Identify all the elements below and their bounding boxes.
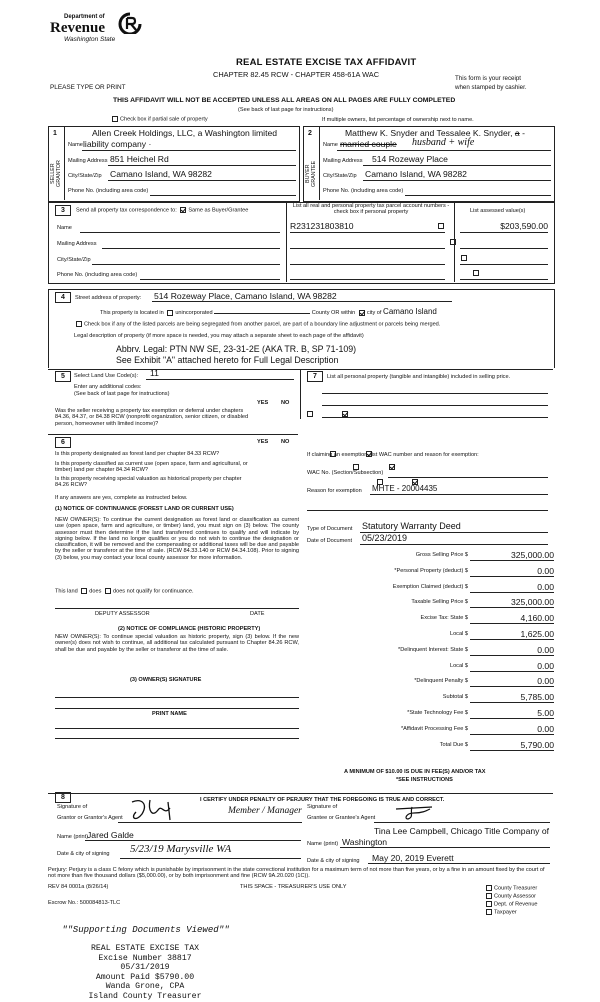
owner-signature: (3) OWNER(S) SIGNATURE	[130, 677, 202, 683]
tax-row-value: 325,000.00	[510, 597, 554, 608]
sec6-if-yes: If any answers are yes, complete as instructed below.	[55, 495, 188, 501]
grantee-date: May 20, 2019 Everett	[372, 853, 454, 863]
tax-row-value: 0.00	[537, 723, 554, 734]
tax-row-value: 0.00	[537, 660, 554, 671]
tax-row-value: 5,790.00	[520, 739, 554, 750]
sec5-q1: Was the seller receiving a property tax exemption or deferral under chapters 84.36, 84.37, or 84.38 RCW (nonprofit organization, senior citizen, or disabled person, homeowner with limited income)?	[55, 408, 249, 427]
tax-row-label: Local $	[449, 631, 468, 637]
seller-city: Camano Island, WA 98282	[110, 169, 212, 179]
street-label: Street address of property:	[75, 295, 142, 301]
form-title: REAL ESTATE EXCISE TAX AFFIDAVIT	[236, 57, 417, 68]
sec6-no: NO	[281, 439, 290, 445]
grantee-agent-label: Grantee or Grantee's Agent	[307, 815, 376, 821]
send-tax-corr	[76, 207, 248, 213]
sec6-q3: Is this property receiving special valuation as historical property per chapter 84.26 RCW?	[55, 476, 242, 489]
tax-row-value: 325,000.00	[510, 550, 554, 560]
buyer-phone-label: Phone No. (including area code)	[323, 188, 404, 194]
seller-phone-label: Phone No. (including area code)	[68, 188, 149, 194]
tax-row-label: Subtotal $	[442, 694, 468, 701]
perjury-note: Perjury: Perjury is a class C felony which is punishable by imprisonment in the state correctional institution for a maximum term of not more than five years, or by a fine in an amount fixed by the court of not more than five thousand dollars ($5,000.00), or by both imprisonment and fine (RCW 9A.20.020 (1C)).	[48, 867, 545, 880]
copy-list	[484, 885, 538, 917]
escrow-no: Escrow No.: 500084813-TLC	[48, 900, 121, 906]
copy-checkbox-2[interactable]	[486, 893, 492, 899]
tax-row-label: Gross Selling Price $	[415, 552, 468, 558]
sec3-phone-label: Phone No. (including area code)	[57, 272, 138, 278]
doc-type-label: Type of Document	[307, 526, 353, 532]
sec3-mailing-label: Mailing Address	[57, 241, 97, 247]
tax-row-value: 5.00	[537, 708, 554, 718]
section-5-num: 5	[55, 371, 71, 382]
doc-type: Statutory Warranty Deed	[362, 521, 461, 531]
parcel-number: R231231803810	[290, 221, 354, 231]
minimum-due: A MINIMUM OF $10.00 IS DUE IN FEE(S) AND/OR TAX	[344, 769, 486, 775]
tax-row-label: *Delinquent Interest: State $	[398, 646, 468, 653]
section-7-num: 7	[307, 371, 323, 382]
seller-vert-label: SELLER GRANTOR	[50, 160, 62, 188]
buyer-name-label: Name	[323, 142, 338, 148]
buyer-num: 2	[308, 130, 312, 137]
buyer-name-line1: Matthew K. Snyder and Tessalee K. Snyder, a -	[345, 128, 525, 138]
same-as-buyer-label: Same as Buyer/Grantee	[188, 207, 249, 214]
personal-prop-note: List all personal property (tangible and intangible) included in selling price.	[327, 374, 511, 380]
buyer-city-label: City/State/Zip	[323, 173, 357, 179]
land-use-code: 11	[150, 368, 159, 378]
tax-row-label: Total Due $	[439, 741, 468, 748]
doc-date: 05/23/2019	[362, 533, 408, 543]
unincorporated-checkbox[interactable]	[167, 310, 173, 316]
street-address: 514 Rozeway Place, Camano Island, WA 98282	[154, 291, 337, 301]
assessed-value: $203,590.00	[500, 221, 548, 231]
deputy-assessor: DEPUTY ASSESSOR	[95, 611, 150, 617]
notice2-title: (2) NOTICE OF COMPLIANCE (HISTORIC PROPERTY)	[118, 626, 261, 632]
notice1-title: (1) NOTICE OF CONTINUANCE (FOREST LAND OR CURRENT USE)	[55, 506, 234, 512]
segregated-checkbox[interactable]	[76, 321, 82, 327]
partial-sale	[110, 116, 208, 122]
personal-prop-checkbox-3[interactable]	[461, 255, 467, 261]
treasurer-use: THIS SPACE - TREASURER'S USE ONLY	[240, 884, 347, 890]
legal-desc-label: Legal description of property (if more space is needed, you may attach a separate sheet to each page of the affidavit)	[74, 333, 364, 339]
grantor-name: Jared Galde	[87, 830, 134, 840]
revenue-logo-icon	[118, 12, 142, 34]
legal-desc-line1: Abbrv. Legal: PTN NW SE, 23-31-2E (AKA TR. B, SP 71-109)	[116, 344, 357, 354]
grantee-sig-of: Signature of	[307, 804, 338, 810]
exemption-claim: If claiming an exemption, list WAC number and reason for exemption:	[307, 452, 479, 458]
sec6-yes: YES	[257, 439, 269, 445]
stamp-line: Excise Number 38817	[98, 953, 192, 963]
stamp-line: 05/31/2019	[120, 963, 170, 973]
buyer-mailing: 514 Rozeway Place	[372, 154, 448, 164]
send-tax-label: Send all property tax correspondence to:	[76, 207, 177, 214]
sec6-q2: Is this property classified as current use (open space, farm and agricultural, or timber) land per chapter 84.34 RCW?	[55, 461, 248, 474]
located-in-label: This property is located in	[100, 310, 164, 316]
does-qualify-checkbox[interactable]	[81, 588, 87, 594]
same-as-buyer-checkbox[interactable]	[180, 207, 186, 213]
tax-row-label: *State Technology Fee $	[407, 710, 468, 716]
grantor-name-label: Name (print)	[57, 834, 89, 840]
buyer-city: Camano Island, WA 98282	[365, 169, 467, 179]
grantee-name-2: Washington	[342, 837, 388, 847]
land-use-label: Select Land Use Code(s):	[74, 373, 139, 379]
tax-row-value: 5,785.00	[520, 692, 554, 703]
buyer-name-struck: married couple	[340, 139, 397, 149]
personal-prop-checkbox-2[interactable]	[450, 239, 456, 245]
buyer-vert-label: BUYER GRANTEE	[305, 160, 317, 188]
seller-mailing: 851 Heichel Rd	[110, 154, 169, 164]
personal-prop-checkbox-1[interactable]	[438, 223, 444, 229]
property-city: Camano Island	[383, 307, 437, 316]
copy-dept-revenue	[484, 901, 538, 909]
tax-row-label: *Delinquent Penalty $	[414, 678, 468, 685]
wac-label: WAC No. (Section/Subsection)	[307, 470, 384, 476]
sec5-yes: YES	[257, 400, 269, 406]
stamp-line: Wanda Grone, CPA	[105, 982, 185, 992]
certify: I CERTIFY UNDER PENALTY OF PERJURY THAT THE FOREGOING IS TRUE AND CORRECT.	[200, 797, 445, 803]
section-4-num: 4	[55, 292, 71, 303]
copy-label-4: Taxpayer	[494, 909, 517, 916]
sec6-q1: Is this property designated as forest land per chapter 84.33 RCW?	[55, 451, 220, 457]
grantor-title-handwritten: Member / Manager	[228, 806, 302, 816]
see-back: (See back of last page for instructions)	[238, 107, 334, 113]
copy-label-3: Dept. of Revenue	[494, 901, 538, 908]
copy-checkbox-3[interactable]	[486, 901, 492, 907]
tax-row-value: 0.00	[537, 676, 554, 687]
grantor-sig-of: Signature of	[57, 804, 88, 810]
seller-name-line1: Allen Creek Holdings, LLC, a Washington limited	[92, 128, 278, 138]
stamp-line: Amount Paid $5790.00	[95, 972, 195, 982]
seller-city-label: City/State/Zip	[68, 173, 102, 179]
notice1-body: NEW OWNER(S): To continue the current designation as forest land or classification as current use (open space, farm and agriculture, or timber) land, you must sign on (3) below. The county assessor must then determine if the land transferred continues to qualify and will indicate by signing below. If the land no longer qualifies or you do not wish to continue the designation or classification, it will be removed and the compensating or additional taxes will be due and payable by the seller or transferor at the time of sale. (RCW 84.33.140 or RCW 84.34.108). Prior to signing (3) below, you may contact your local county assessor for more information.	[55, 517, 299, 561]
supporting-docs: ""Supporting Documents Viewed""	[62, 925, 230, 935]
city-of-label: city of	[366, 310, 382, 316]
grantor-date-handwritten: 5/23/19 Marysville WA	[130, 843, 232, 855]
segregated-note	[74, 321, 440, 327]
sec5-no: NO	[281, 400, 290, 406]
tax-row-value: 0.00	[537, 644, 554, 655]
parcel-header: List all real and personal property tax parcel account numbers - check box if personal property	[292, 203, 450, 216]
dept-of-label: Department of	[64, 14, 105, 20]
notice2-body: NEW OWNER(S): To continue special valuation as historic property, sign (3) below. If the new owner(s) does not wish to continue, all additional tax calculated pursuant to Chapter 84.26 RCW, shall be due and payable by the seller or transferor at the time of sale.	[55, 634, 299, 653]
form-chapter: CHAPTER 82.45 RCW - CHAPTER 458-61A WAC	[213, 70, 380, 79]
unincorporated-label: unincorporated	[175, 310, 213, 316]
partial-sale-checkbox[interactable]	[112, 116, 118, 122]
does-not-qualify-checkbox[interactable]	[105, 588, 111, 594]
copy-taxpayer	[484, 909, 538, 917]
additional-codes: Enter any additional codes:	[74, 384, 142, 390]
sec5-q1-yes[interactable]	[307, 411, 313, 417]
copy-label-1: County Treasurer	[494, 885, 538, 892]
land-use-see-back: (See back of last page for instructions)	[74, 391, 170, 397]
see-instructions: *SEE INSTRUCTIONS	[396, 777, 453, 783]
grantor-agent-label: Grantor or Grantor's Agent	[57, 815, 123, 821]
located-in	[100, 307, 437, 316]
seller-mailing-label: Mailing Address	[68, 158, 108, 164]
tax-row-value: 1,625.00	[520, 629, 554, 639]
warning-banner: THIS AFFIDAVIT WILL NOT BE ACCEPTED UNLESS ALL AREAS ON ALL PAGES ARE FULLY COMPLETED	[113, 97, 456, 104]
buyer-name-handwritten: husband + wife	[412, 137, 475, 148]
tax-row-label: Excise Tax: State $	[420, 615, 468, 622]
seller-num: 1	[53, 130, 57, 137]
tax-row-label: Local $	[449, 662, 468, 669]
stamp-line: REAL ESTATE EXCISE TAX	[90, 944, 200, 953]
personal-prop-checkbox-4[interactable]	[473, 270, 479, 276]
seller-name-line2-text: liability company	[83, 139, 147, 149]
seller-name-line2: liability company ·	[83, 139, 152, 149]
grantor-date-label: Date & city of signing	[57, 851, 110, 857]
tax-row-value: 0.00	[537, 581, 554, 592]
this-land	[55, 588, 194, 594]
rev-number: REV 84 0001a (8/26/14)	[48, 884, 109, 890]
copy-checkbox-1[interactable]	[486, 885, 492, 891]
sec3-name-label: Name	[57, 225, 72, 231]
tax-row-label: *Affidavit Processing Fee $	[400, 725, 468, 732]
grantee-date-label: Date & city of signing	[307, 858, 360, 864]
tax-row-label: Taxable Selling Price $	[411, 599, 468, 606]
doc-date-label: Date of Document	[307, 538, 353, 544]
grantee-signature	[392, 803, 442, 821]
revenue-wordmark: Revenue	[50, 20, 105, 36]
section-6-num: 6	[55, 437, 71, 448]
sec6-q2-no[interactable]	[389, 464, 395, 470]
legal-desc-line2: See Exhibit "A" attached hereto for Full Legal Description	[116, 355, 339, 365]
segregated-label: Check box if any of the listed parcels are being segregated from another parcel, are part of a boundary line adjustment or parcels being merged.	[84, 321, 441, 328]
grantee-name-1: Tina Lee Campbell, Chicago Title Company of	[374, 826, 549, 836]
copy-label-2: County Assessor	[494, 893, 536, 900]
city-of-checkbox[interactable]	[359, 310, 365, 316]
exemption-reason: MHTE - 20004435	[372, 484, 438, 493]
tax-row-label: Exemption Claimed (deduct) $	[392, 583, 468, 590]
revenue-logo	[50, 12, 148, 46]
grantee-name-label: Name (print)	[307, 841, 339, 847]
receipt-note-2: when stamped by cashier.	[455, 84, 527, 91]
county-or-within-label: County OR within	[311, 310, 356, 316]
tax-row-label: *Personal Property (deduct) $	[394, 567, 468, 574]
assessed-header: List assessed value(s)	[470, 208, 526, 214]
tax-row-value: 0.00	[537, 565, 554, 576]
treasurer-stamp	[60, 944, 230, 1002]
buyer-mailing-label: Mailing Address	[323, 158, 363, 164]
multiple-owners-note: If multiple owners, list percentage of ownership next to name.	[322, 117, 474, 123]
receipt-note-1: This form is your receipt	[455, 75, 522, 82]
copy-county-treasurer	[484, 885, 538, 893]
seller-name-label: Name	[68, 142, 83, 148]
sec3-city-label: City/State/Zip	[57, 257, 91, 263]
wa-state-label: Washington State	[64, 36, 116, 43]
print-name: PRINT NAME	[152, 711, 187, 717]
tax-row-value: 4,160.00	[520, 613, 554, 624]
buyer-name-line1-text: Matthew K. Snyder and Tessalee K. Snyder,	[345, 128, 513, 138]
partial-sale-label: Check box if partial sale of property	[120, 116, 208, 123]
copy-county-assessor	[484, 893, 538, 901]
section-8-num: 8	[55, 792, 71, 803]
please-type: PLEASE TYPE OR PRINT	[50, 84, 126, 91]
does-not-label: does not qualify for continuance.	[112, 588, 194, 595]
deputy-date: DATE	[250, 611, 265, 617]
this-land-label: This land	[55, 588, 78, 595]
section-3-num: 3	[55, 205, 71, 216]
does-label: does	[89, 588, 102, 595]
stamp-line: Island County Treasurer	[88, 991, 202, 1001]
copy-checkbox-4[interactable]	[486, 909, 492, 915]
reason-label: Reason for exemption	[307, 488, 362, 494]
